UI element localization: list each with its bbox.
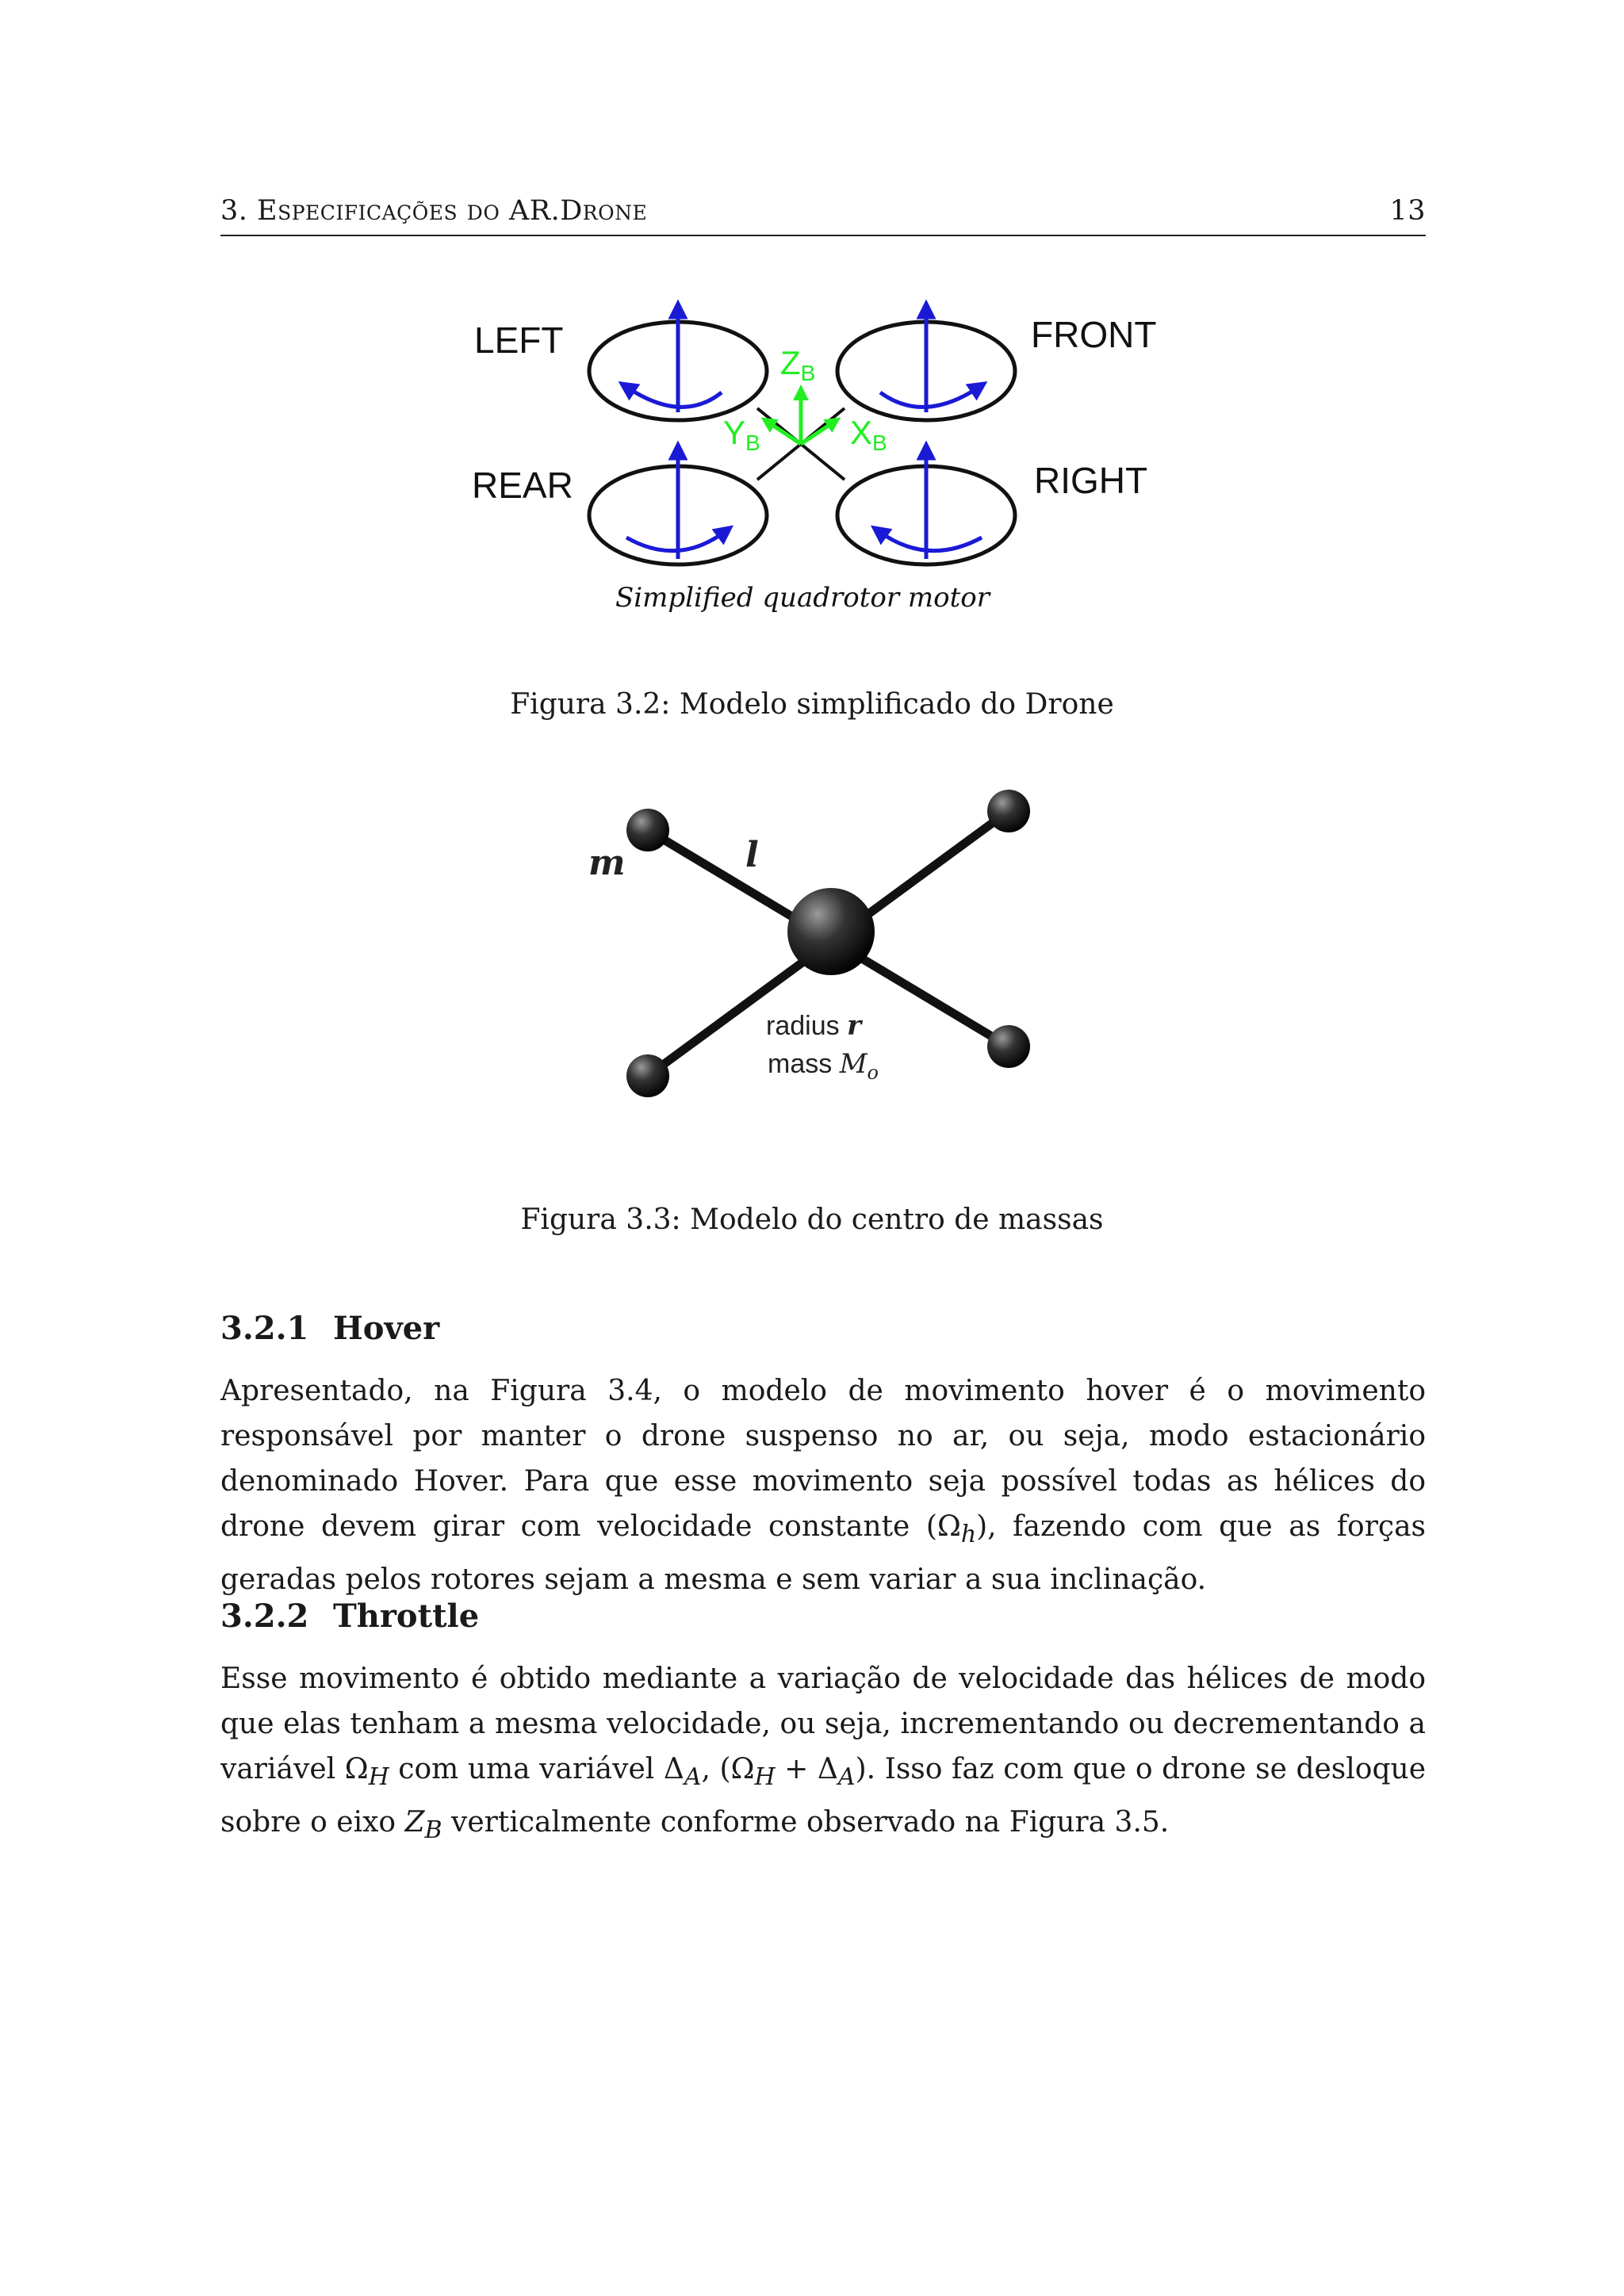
rotor-front	[837, 309, 1015, 420]
chapter-title: 3. Especificações do AR.Drone	[220, 195, 648, 227]
figure-3-3-caption: Figura 3.3: Modelo do centro de massas	[520, 1203, 1104, 1236]
y-axis-arrow	[768, 422, 801, 444]
quadrotor-figure	[444, 285, 1174, 626]
label-right: RIGHT	[1034, 460, 1148, 501]
label-radius: radius r	[766, 1010, 861, 1042]
section-title: Hover	[333, 1310, 440, 1347]
paragraph-hover: Apresentado, na Figura 3.4, o modelo de movimento hover é o movimento responsável por manter o drone suspenso no ar, ou seja, modo estacionário denominado Hover. Para que esse movimento seja possível todas as hélices do drone devem girar com velocidade constante $(\Omega_h)$, fazendo com que as forças geradas pelos rotores sejam a mesma e sem variar a sua inclinação.	[220, 1375, 1427, 1597]
motor-mass-top-left	[626, 809, 669, 851]
section-heading-hover	[220, 1310, 439, 1347]
rotor-left	[589, 309, 767, 420]
rotor-right	[837, 450, 1015, 564]
running-header	[220, 195, 1426, 236]
label-rear: REAR	[472, 465, 573, 506]
frame-arm-rear	[757, 444, 801, 480]
frame-arm-right	[801, 444, 845, 480]
mass-model-figure	[555, 773, 1063, 1114]
label-m: m	[588, 843, 626, 883]
central-mass	[787, 888, 875, 975]
label-zb: ZB	[780, 344, 816, 385]
motor-mass-bottom-left	[626, 1054, 669, 1097]
motor-mass-bottom-right	[987, 1025, 1030, 1068]
paragraph-throttle: Esse movimento é obtido mediante a variação de velocidade das hélices de modo que elas tenham a mesma velocidade, ou seja, incrementando ou decrementando a variável $\Omega_H$ com uma variável $\Delta_A$, $(\Omega_H + \Delta_A)$. Isso faz com que o drone se desloque sobre o eixo $Z_B$ verticalmente conforme observado na Figura 3.5.	[220, 1663, 1426, 1845]
label-front: FRONT	[1031, 314, 1157, 355]
rotor-rear	[589, 450, 767, 564]
figure-inner-caption: Simplified quadrotor motor	[615, 582, 990, 614]
section-heading-throttle	[220, 1598, 479, 1635]
section-title: Throttle	[333, 1598, 480, 1635]
body-axes	[768, 392, 834, 444]
figure-3-2-caption: Figura 3.2: Modelo simplificado do Drone	[510, 688, 1114, 721]
x-axis-arrow	[801, 422, 834, 444]
label-left: LEFT	[474, 320, 564, 361]
label-yb: YB	[723, 414, 760, 455]
label-l: l	[745, 835, 759, 875]
page-number: 13	[1389, 195, 1426, 227]
label-mass: mass $M_o$	[768, 1048, 879, 1084]
section-number: 3.2.1	[220, 1310, 309, 1347]
label-xb: XB	[850, 414, 887, 455]
motor-mass-top-right	[987, 790, 1030, 832]
section-number: 3.2.2	[220, 1598, 309, 1635]
